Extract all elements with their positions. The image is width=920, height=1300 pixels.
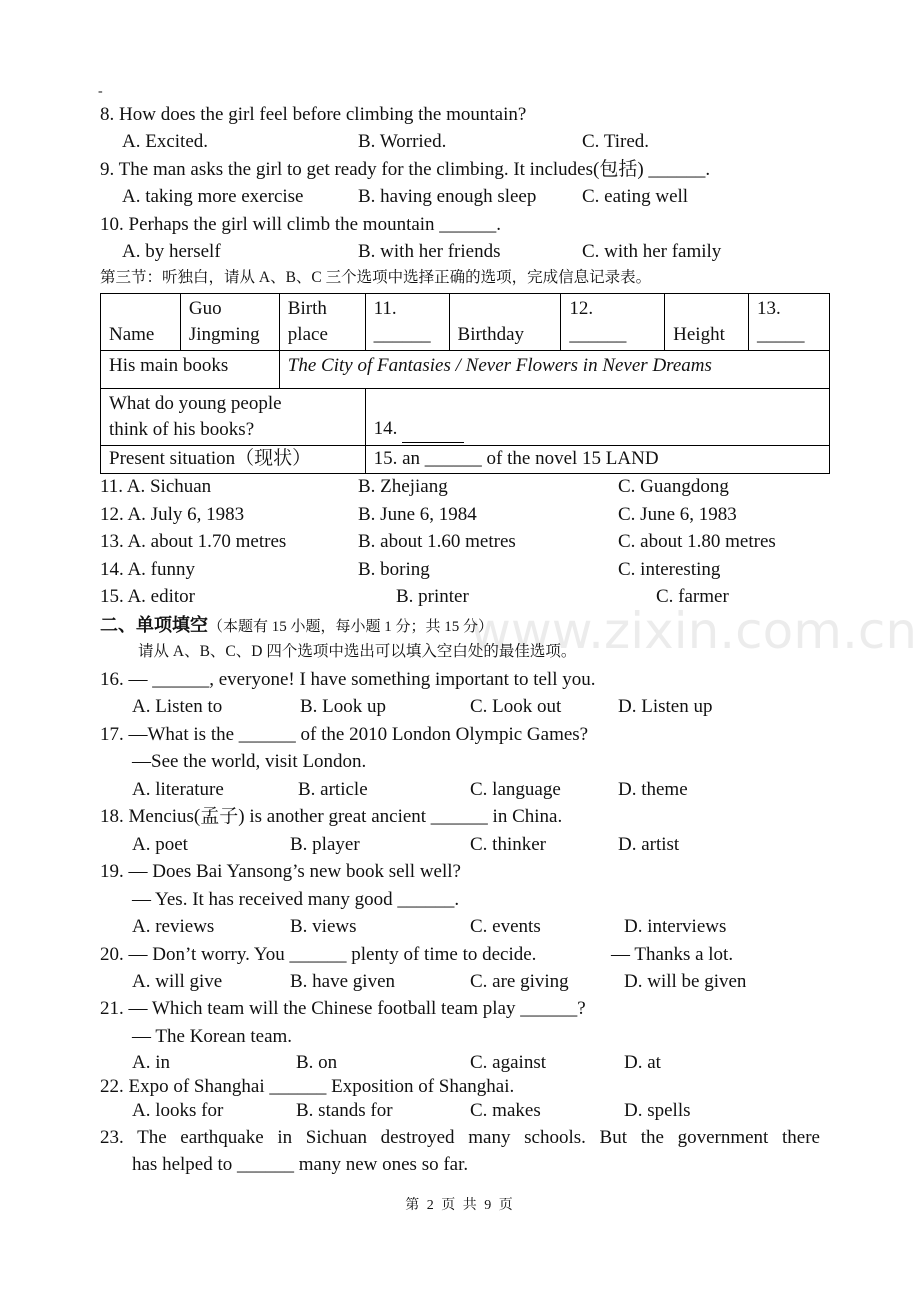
q17-option-d: D. theme — [618, 779, 688, 800]
q14-blank-cell: 14. — [365, 389, 829, 446]
q15-option-a: 15. A. editor — [100, 586, 195, 607]
q22-option-c: C. makes — [470, 1100, 541, 1121]
height-label-cell: Height — [665, 294, 749, 351]
q20-option-c: C. are giving — [470, 971, 569, 992]
question-19-reply: — Yes. It has received many good ______. — [132, 889, 460, 910]
q22-option-d: D. spells — [624, 1100, 691, 1121]
q16-option-a: A. Listen to — [132, 696, 223, 717]
q20-option-a: A. will give — [132, 971, 223, 992]
question-10: 10. Perhaps the girl will climb the mountain ______. — [100, 214, 502, 235]
question-8: 8. How does the girl feel before climbing the mountain? — [100, 104, 527, 125]
question-9: 9. The man asks the girl to get ready for the climbing. It includes(包括) ______. — [100, 159, 711, 180]
q8-option-a: A. Excited. — [122, 131, 209, 152]
books-label-cell: His main books — [101, 351, 280, 389]
q12-option-c: C. June 6, 1983 — [618, 504, 737, 525]
watermark: www.zixin.com.cn — [470, 602, 918, 660]
q22-option-a: A. looks for — [132, 1100, 224, 1121]
q21-option-d: D. at — [624, 1052, 661, 1073]
q19-option-d: D. interviews — [624, 916, 727, 937]
question-20-reply: — Thanks a lot. — [611, 944, 734, 965]
q11-option-a: 11. A. Sichuan — [100, 476, 212, 497]
part2-instruction: 请从 A、B、C、D 四个选项中选出可以填入空白处的最佳选项。 — [138, 643, 577, 660]
q12-blank-cell: 12. ______ — [561, 294, 665, 351]
q8-option-b: B. Worried. — [358, 131, 447, 152]
q15-option-b: B. printer — [396, 586, 469, 607]
q9-option-b: B. having enough sleep — [358, 186, 537, 207]
q11-blank-cell: 11. ______ — [365, 294, 449, 351]
q20-option-b: B. have given — [290, 971, 396, 992]
question-19: 19. — Does Bai Yansong’s new book sell well? — [100, 861, 461, 882]
q18-option-c: C. thinker — [470, 834, 546, 855]
top-mark: - — [98, 84, 103, 99]
info-record-table — [100, 293, 830, 474]
q20-option-d: D. will be given — [624, 971, 747, 992]
name-value-cell: Guo Jingming — [180, 294, 279, 351]
question-17: 17. —What is the ______ of the 2010 London Olympic Games? — [100, 724, 589, 745]
q19-option-c: C. events — [470, 916, 541, 937]
q21-option-a: A. in — [132, 1052, 170, 1073]
q14-option-b: B. boring — [358, 559, 430, 580]
books-value-cell: The City of Fantasies / Never Flowers in Never Dreams — [279, 351, 829, 389]
q13-blank-cell: 13. _____ — [749, 294, 830, 351]
q18-option-d: D. artist — [618, 834, 680, 855]
q16-option-b: B. Look up — [300, 696, 387, 717]
question-21-reply: — The Korean team. — [132, 1026, 293, 1047]
name-label-cell: Name — [101, 294, 181, 351]
q13-option-a: 13. A. about 1.70 metres — [100, 531, 287, 552]
page-footer: 第 2 页 共 9 页 — [405, 1198, 515, 1213]
q16-option-c: C. Look out — [470, 696, 562, 717]
question-18: 18. Mencius(孟子) is another great ancient ______ in China. — [100, 806, 563, 827]
q14-option-c: C. interesting — [618, 559, 721, 580]
question-16: 16. — ______, everyone! I have something important to tell you. — [100, 669, 596, 690]
q15-option-c: C. farmer — [656, 586, 729, 607]
question-22: 22. Expo of Shanghai ______ Exposition of Shanghai. — [100, 1076, 515, 1097]
q21-option-c: C. against — [470, 1052, 546, 1073]
q21-option-b: B. on — [296, 1052, 338, 1073]
q19-option-b: B. views — [290, 916, 357, 937]
question-17-reply: —See the world, visit London. — [132, 751, 367, 772]
q9-option-c: C. eating well — [582, 186, 689, 207]
question-23-continued: has helped to ______ many new ones so far. — [132, 1154, 469, 1175]
question-23: 23. The earthquake in Sichuan destroyed many schools. But the government there — [100, 1127, 820, 1148]
q22-option-b: B. stands for — [296, 1100, 393, 1121]
q11-option-b: B. Zhejiang — [358, 476, 448, 497]
q16-option-d: D. Listen up — [618, 696, 713, 717]
q17-option-b: B. article — [298, 779, 368, 800]
section3-title: 第三节：听独白，请从 A、B、C 三个选项中选择正确的选项，完成信息记录表。 — [100, 269, 652, 286]
q18-option-a: A. poet — [132, 834, 188, 855]
q8-option-c: C. Tired. — [582, 131, 650, 152]
q13-option-c: C. about 1.80 metres — [618, 531, 776, 552]
q17-option-a: A. literature — [132, 779, 224, 800]
q13-option-b: B. about 1.60 metres — [358, 531, 516, 552]
situation-value-cell: 15. an ______ of the novel 15 LAND — [365, 446, 829, 474]
q12-option-b: B. June 6, 1984 — [358, 504, 477, 525]
question-20: 20. — Don’t worry. You ______ plenty of time to decide. — [100, 944, 537, 965]
situation-label-cell: Present situation（现状） — [101, 446, 366, 474]
q18-option-b: B. player — [290, 834, 360, 855]
q10-option-b: B. with her friends — [358, 241, 501, 262]
q10-option-a: A. by herself — [122, 241, 221, 262]
birthplace-label-cell: Birth place — [279, 294, 365, 351]
q11-option-c: C. Guangdong — [618, 476, 729, 497]
q9-option-a: A. taking more exercise — [122, 186, 304, 207]
q14-option-a: 14. A. funny — [100, 559, 195, 580]
q17-option-c: C. language — [470, 779, 561, 800]
part2-heading: 二、单项填空（本题有 15 小题，每小题 1 分；共 15 分） — [100, 615, 494, 635]
question-21: 21. — Which team will the Chinese football team play ______? — [100, 998, 586, 1019]
q19-option-a: A. reviews — [132, 916, 215, 937]
q12-option-a: 12. A. July 6, 1983 — [100, 504, 245, 525]
q10-option-c: C. with her family — [582, 241, 722, 262]
think-label-cell: What do young people think of his books? — [101, 389, 366, 446]
birthday-label-cell: Birthday — [449, 294, 561, 351]
